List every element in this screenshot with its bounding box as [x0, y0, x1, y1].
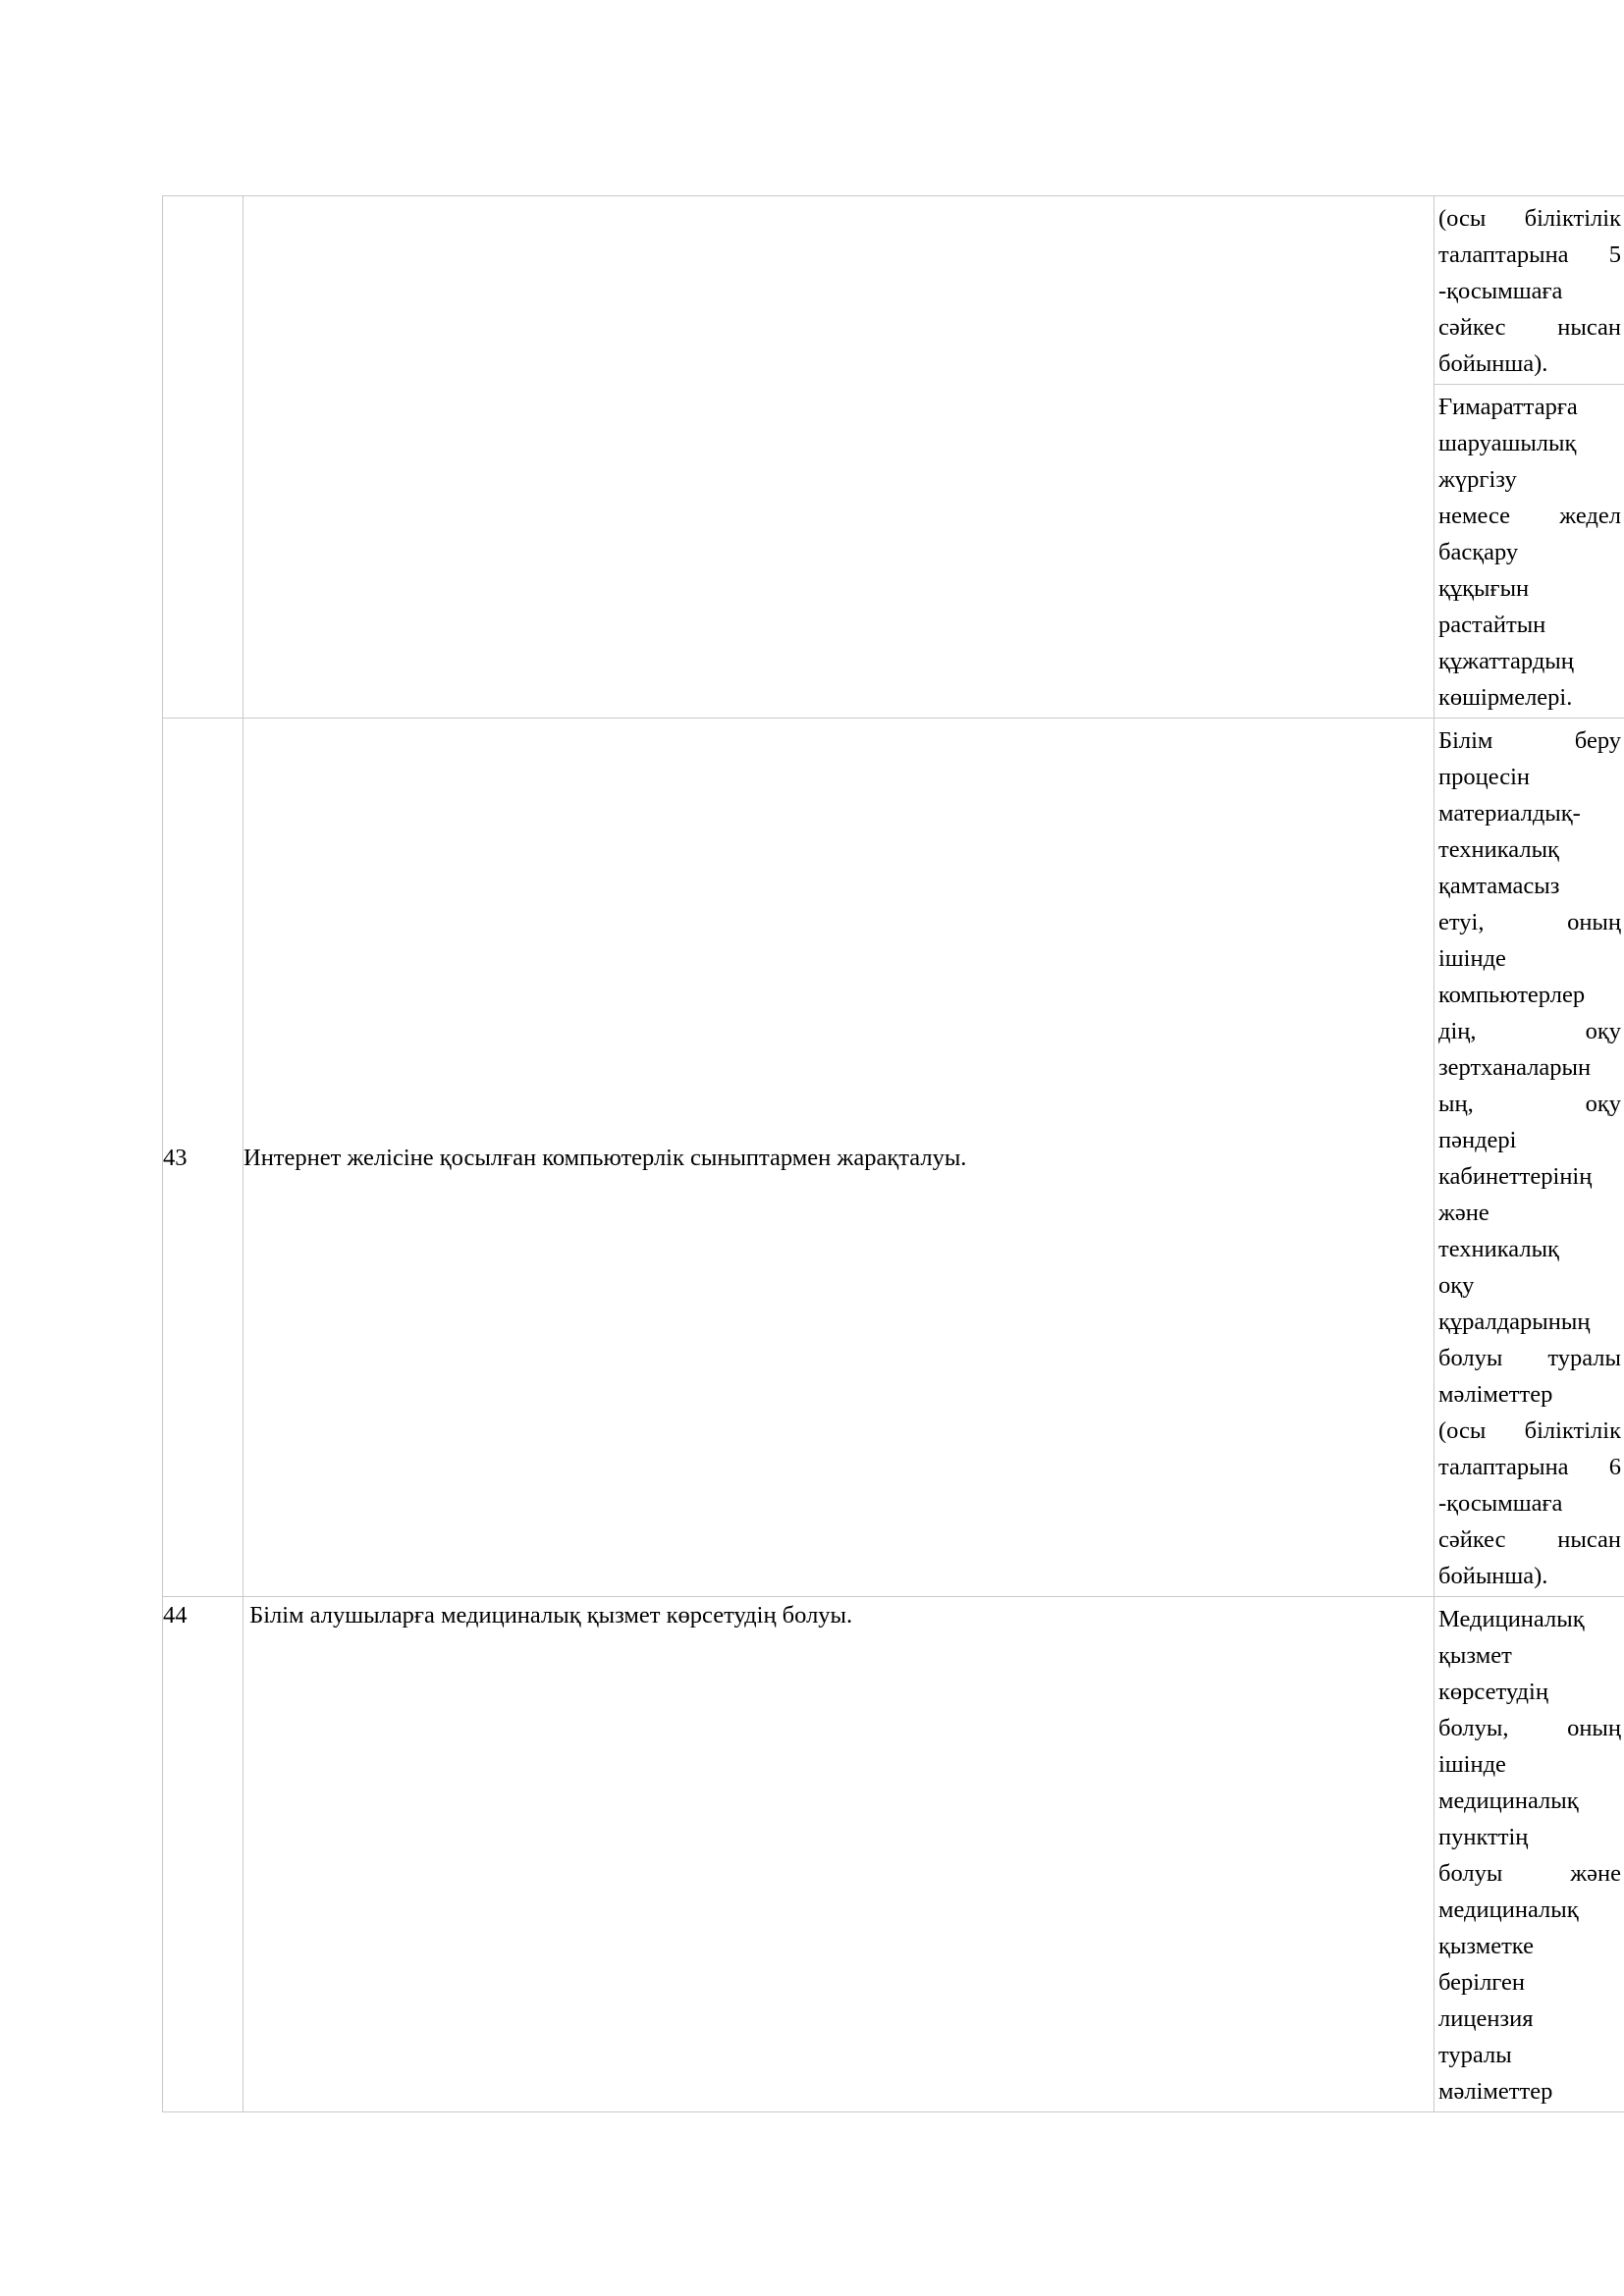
document-line: ішінде	[1438, 945, 1506, 972]
documents-cell	[1435, 719, 1624, 1597]
document-line: берілген	[1438, 1969, 1526, 1996]
document-line: құралдарының	[1438, 1308, 1591, 1335]
document-line: мәліметтер	[1438, 2078, 1553, 2105]
document-line: растайтын	[1438, 612, 1546, 638]
document-line: пәндері	[1438, 1127, 1517, 1153]
row-number-cell	[163, 196, 244, 719]
requirements-table	[162, 195, 1624, 2112]
document-line: шаруашылық	[1438, 430, 1577, 456]
document-line: немесе жедел	[1438, 503, 1621, 529]
document-line: талаптарына 5	[1438, 241, 1621, 268]
requirement-text: Интернет желісіне қосылған компьютерлік сыныптармен жарақталуы.	[244, 1144, 967, 1171]
document-line: бойынша).	[1438, 1563, 1548, 1589]
document-line: -қосымшаға	[1438, 278, 1563, 304]
document-line: Медициналық	[1438, 1606, 1585, 1632]
row-number-cell: 44	[163, 1597, 244, 2112]
document-line: компьютерлер	[1438, 982, 1586, 1008]
document-line: дің, оқу	[1438, 1018, 1621, 1044]
document-line: болуы, оның	[1438, 1715, 1621, 1741]
document-line: бойынша).	[1438, 350, 1548, 377]
document-line: басқару	[1438, 539, 1519, 565]
document-line: етуі, оның	[1438, 909, 1621, 935]
document-line: Ғимараттарға	[1438, 394, 1578, 420]
document-line: медициналық	[1438, 1896, 1579, 1923]
document-line: құжаттардың	[1438, 648, 1574, 674]
document-line: көшірмелері.	[1438, 684, 1573, 711]
table-row	[163, 196, 1624, 719]
document-line: техникалық	[1438, 836, 1559, 863]
document-line: Білім беру	[1438, 727, 1621, 754]
document-line: көрсетудің	[1438, 1679, 1548, 1705]
requirement-cell: Білім алушыларға медициналық қызмет көрсетудің болуы.	[244, 1597, 1435, 2112]
document-line: техникалық	[1438, 1236, 1559, 1262]
document-line: материалдық-	[1438, 800, 1581, 827]
requirement-cell	[244, 719, 1435, 1597]
document-line: туралы	[1438, 2042, 1512, 2068]
document-line: қызмет	[1438, 1642, 1512, 1669]
document-line: -қосымшаға	[1438, 1490, 1563, 1517]
document-block	[1435, 384, 1624, 718]
row-number-cell	[163, 719, 244, 1597]
document-line: болуы және	[1438, 1860, 1621, 1887]
row-number: 43	[163, 1144, 188, 1171]
document-line: ішінде	[1438, 1751, 1506, 1778]
document-line: пункттің	[1438, 1824, 1529, 1850]
document-line: (осы біліктілік	[1438, 205, 1621, 232]
document-line: мәліметтер	[1438, 1381, 1553, 1408]
document-line: зертханаларын	[1438, 1054, 1592, 1081]
table-row	[163, 1597, 1624, 2112]
document-line: процесін	[1438, 764, 1530, 790]
documents-cell	[1435, 196, 1624, 719]
document-line: (осы біліктілік	[1438, 1417, 1621, 1444]
document-line: және	[1438, 1200, 1489, 1226]
document-block	[1435, 719, 1624, 1596]
table-row	[163, 719, 1624, 1597]
document-line: болуы туралы	[1438, 1345, 1621, 1371]
document-line: оқу	[1438, 1272, 1475, 1299]
document-line: лицензия	[1438, 2005, 1534, 2032]
requirement-cell	[244, 196, 1435, 719]
document-line: құқығын	[1438, 575, 1530, 602]
document-line: сәйкес нысан	[1438, 314, 1621, 341]
document-line: қамтамасыз	[1438, 873, 1560, 899]
documents-cell	[1435, 1597, 1624, 2112]
document-line: жүргізу	[1438, 466, 1517, 493]
document-block	[1435, 1597, 1624, 2111]
document-line: ың, оқу	[1438, 1091, 1621, 1117]
document-line: қызметке	[1438, 1933, 1534, 1959]
document-line: сәйкес нысан	[1438, 1526, 1621, 1553]
document-line: талаптарына 6	[1438, 1454, 1621, 1480]
document-block	[1435, 196, 1624, 384]
document-line: медициналық	[1438, 1788, 1579, 1814]
document-line: кабинеттерінің	[1438, 1163, 1593, 1190]
